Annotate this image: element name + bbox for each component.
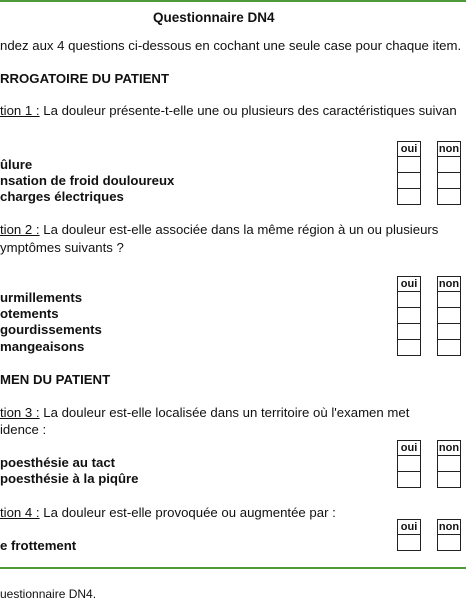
question-label: tion 2 : [0,222,40,237]
column-header-non: non [438,278,460,290]
section-heading-examen: MEN DU PATIENT [0,372,111,387]
section-heading-interrogatoire: RROGATOIRE DU PATIENT [0,71,169,86]
item-label: gourdissements [0,322,102,337]
checkbox-non[interactable] [437,307,461,324]
checkbox-oui[interactable] [397,471,421,488]
item-label: urmillements [0,290,83,305]
bottom-border [0,567,466,569]
checkbox-oui[interactable] [397,291,421,308]
question-text: La douleur est-elle provoquée ou augmentée par : [39,505,336,520]
top-border [0,0,466,2]
question-label: tion 1 : [0,103,40,118]
page-title: Questionnaire DN4 [153,10,275,25]
question-text: La douleur est-elle localisée dans un territoire où l'examen met [39,405,410,420]
checkbox-oui[interactable] [397,534,421,551]
checkbox-non[interactable] [437,291,461,308]
column-header-non: non [438,521,460,533]
column-header-oui: oui [397,141,421,157]
column-header-oui: oui [397,440,421,456]
item-label: charges électriques [0,189,124,204]
item-label: mangeaisons [0,339,85,354]
checkbox-oui[interactable] [397,188,421,205]
question-text: La douleur présente-t-elle une ou plusieurs des caractéristiques suivan [39,103,457,118]
checkbox-non[interactable] [437,156,461,173]
question-4 [0,505,336,521]
question-2 [0,222,438,238]
checkbox-non[interactable] [437,172,461,189]
checkbox-oui[interactable] [397,323,421,340]
question-1 [0,103,457,119]
checkbox-non[interactable] [437,188,461,205]
question-label: tion 4 : [0,505,40,520]
column-header-oui: oui [397,519,421,535]
column-header-oui: oui [397,276,421,292]
instructions: ndez aux 4 questions ci-dessous en cochant une seule case pour chaque item. [0,38,462,53]
question-label: tion 3 : [0,405,40,420]
column-header-non: non [438,143,460,155]
item-label: otements [0,306,59,321]
item-label: poesthésie à la piqûre [0,471,139,486]
figure-caption: uestionnaire DN4. [0,587,97,601]
question-2-continued: ymptômes suivants ? [0,240,124,255]
checkbox-oui[interactable] [397,339,421,356]
item-label: e frottement [0,538,77,553]
question-3-continued: idence : [0,422,47,437]
checkbox-oui[interactable] [397,455,421,472]
question-3 [0,405,409,421]
checkbox-non[interactable] [437,455,461,472]
checkbox-non[interactable] [437,339,461,356]
question-text: La douleur est-elle associée dans la même région à un ou plusieurs [39,222,439,237]
checkbox-oui[interactable] [397,156,421,173]
checkbox-oui[interactable] [397,172,421,189]
checkbox-non[interactable] [437,323,461,340]
item-label: nsation de froid douloureux [0,173,175,188]
checkbox-non[interactable] [437,534,461,551]
item-label: poesthésie au tact [0,455,116,470]
item-label: ûlure [0,157,33,172]
checkbox-non[interactable] [437,471,461,488]
column-header-non: non [438,442,460,454]
checkbox-oui[interactable] [397,307,421,324]
